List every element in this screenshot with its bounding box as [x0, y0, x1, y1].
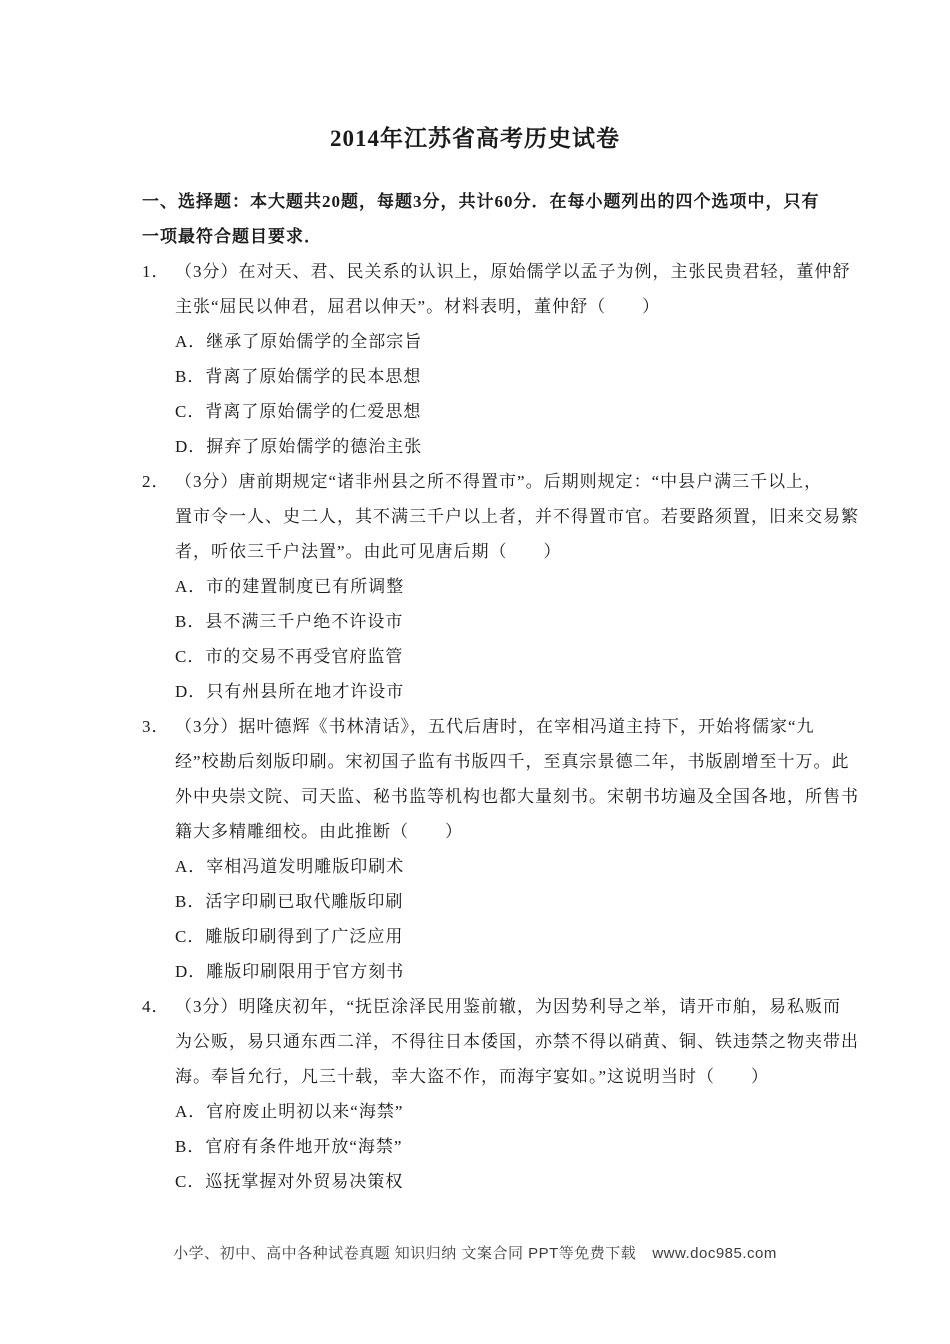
question-2 [142, 464, 859, 709]
question-text-line [142, 709, 822, 744]
question-4 [142, 989, 859, 1199]
option-b: B．县不满三千户绝不许设市 [175, 612, 404, 631]
question-text-line: 海。奉旨允行，凡三十载，幸大盗不作，而海宇宴如。”这说明当时（ ） [175, 1067, 770, 1086]
page-title: 2014年江苏省高考历史试卷 [330, 126, 620, 151]
document-content [142, 184, 859, 1199]
question-text-line: 置市令一人、史二人，其不满三千户以上者，并不得置市官。若要路须置，旧来交易繁 [175, 507, 859, 526]
option-b: B．背离了原始儒学的民本思想 [175, 367, 422, 386]
question-3 [142, 709, 859, 989]
option-d: D．摒弃了原始儒学的德治主张 [175, 437, 423, 456]
question-number: 4． [142, 997, 170, 1016]
page-footer [0, 1242, 950, 1266]
question-text-line: 主张“屈民以伸君，屈君以伸天”。材料表明，董仲舒（ ） [175, 297, 661, 316]
option-d: D．雕版印刷限用于官方刻书 [175, 962, 405, 981]
option-c: C．背离了原始儒学的仁爱思想 [175, 402, 422, 421]
question-text-line: 外中央崇文院、司天监、秘书监等机构也都大量刻书。宋朝书坊遍及全国各地，所售书 [175, 787, 859, 806]
option-a: A．继承了原始儒学的全部宗旨 [175, 332, 423, 351]
question-text: （3分）明隆庆初年，“抚臣涂泽民用鉴前辙，为因势利导之举，请开市舶，易私贩而 [175, 997, 842, 1016]
option-b: B．官府有条件地开放“海禁” [175, 1137, 403, 1156]
question-text: （3分）唐前期规定“诸非州县之所不得置市”。后期则规定：“中县户满三千以上， [175, 472, 823, 491]
option-c: C．巡抚掌握对外贸易决策权 [175, 1172, 404, 1191]
section-header [142, 184, 822, 254]
question-text: （3分）在对天、君、民关系的认识上，原始儒学以孟子为例，主张民贵君轻，董仲舒 [175, 262, 851, 281]
question-text-line [142, 464, 822, 499]
footer-text: 小学、初中、高中各种试卷真题 知识归纳 文案合同 PPT等免费下载 [173, 1245, 637, 1262]
question-number: 1． [142, 262, 170, 281]
option-c: C．雕版印刷得到了广泛应用 [175, 927, 404, 946]
option-a: A．宰相冯道发明雕版印刷术 [175, 857, 405, 876]
option-a: A．市的建置制度已有所调整 [175, 577, 405, 596]
question-text-line: 者，听依三千户法置”。由此可见唐后期（ ） [175, 542, 562, 561]
question-number: 2． [142, 472, 170, 491]
question-text-line: 为公贩，易只通东西二洋，不得往日本倭国，亦禁不得以硝黄、铜、铁违禁之物夹带出 [175, 1032, 859, 1051]
footer-url: www.doc985.com [652, 1245, 777, 1262]
option-b: B．活字印刷已取代雕版印刷 [175, 892, 404, 911]
option-c: C．市的交易不再受官府监管 [175, 647, 404, 666]
question-text-line [142, 254, 851, 289]
question-1 [142, 254, 851, 464]
section-header-line: 一、选择题：本大题共20题，每题3分，共计60分．在每小题列出的四个选项中，只有 [142, 192, 820, 211]
question-number: 3． [142, 717, 170, 736]
question-text-line: 经”校勘后刻版印刷。宋初国子监有书版四千，至真宗景德二年，书版剧增至十万。此 [175, 752, 850, 771]
option-d: D．只有州县所在地才许设市 [175, 682, 405, 701]
section-header-line: 一项最符合题目要求． [142, 227, 322, 246]
option-a: A．官府废止明初以来“海禁” [175, 1102, 404, 1121]
question-text-line [142, 989, 842, 1024]
question-text-line: 籍大多精雕细校。由此推断（ ） [175, 822, 463, 841]
question-text: （3分）据叶德辉《书林清话》，五代后唐时，在宰相冯道主持下，开始将儒家“九 [175, 717, 815, 736]
